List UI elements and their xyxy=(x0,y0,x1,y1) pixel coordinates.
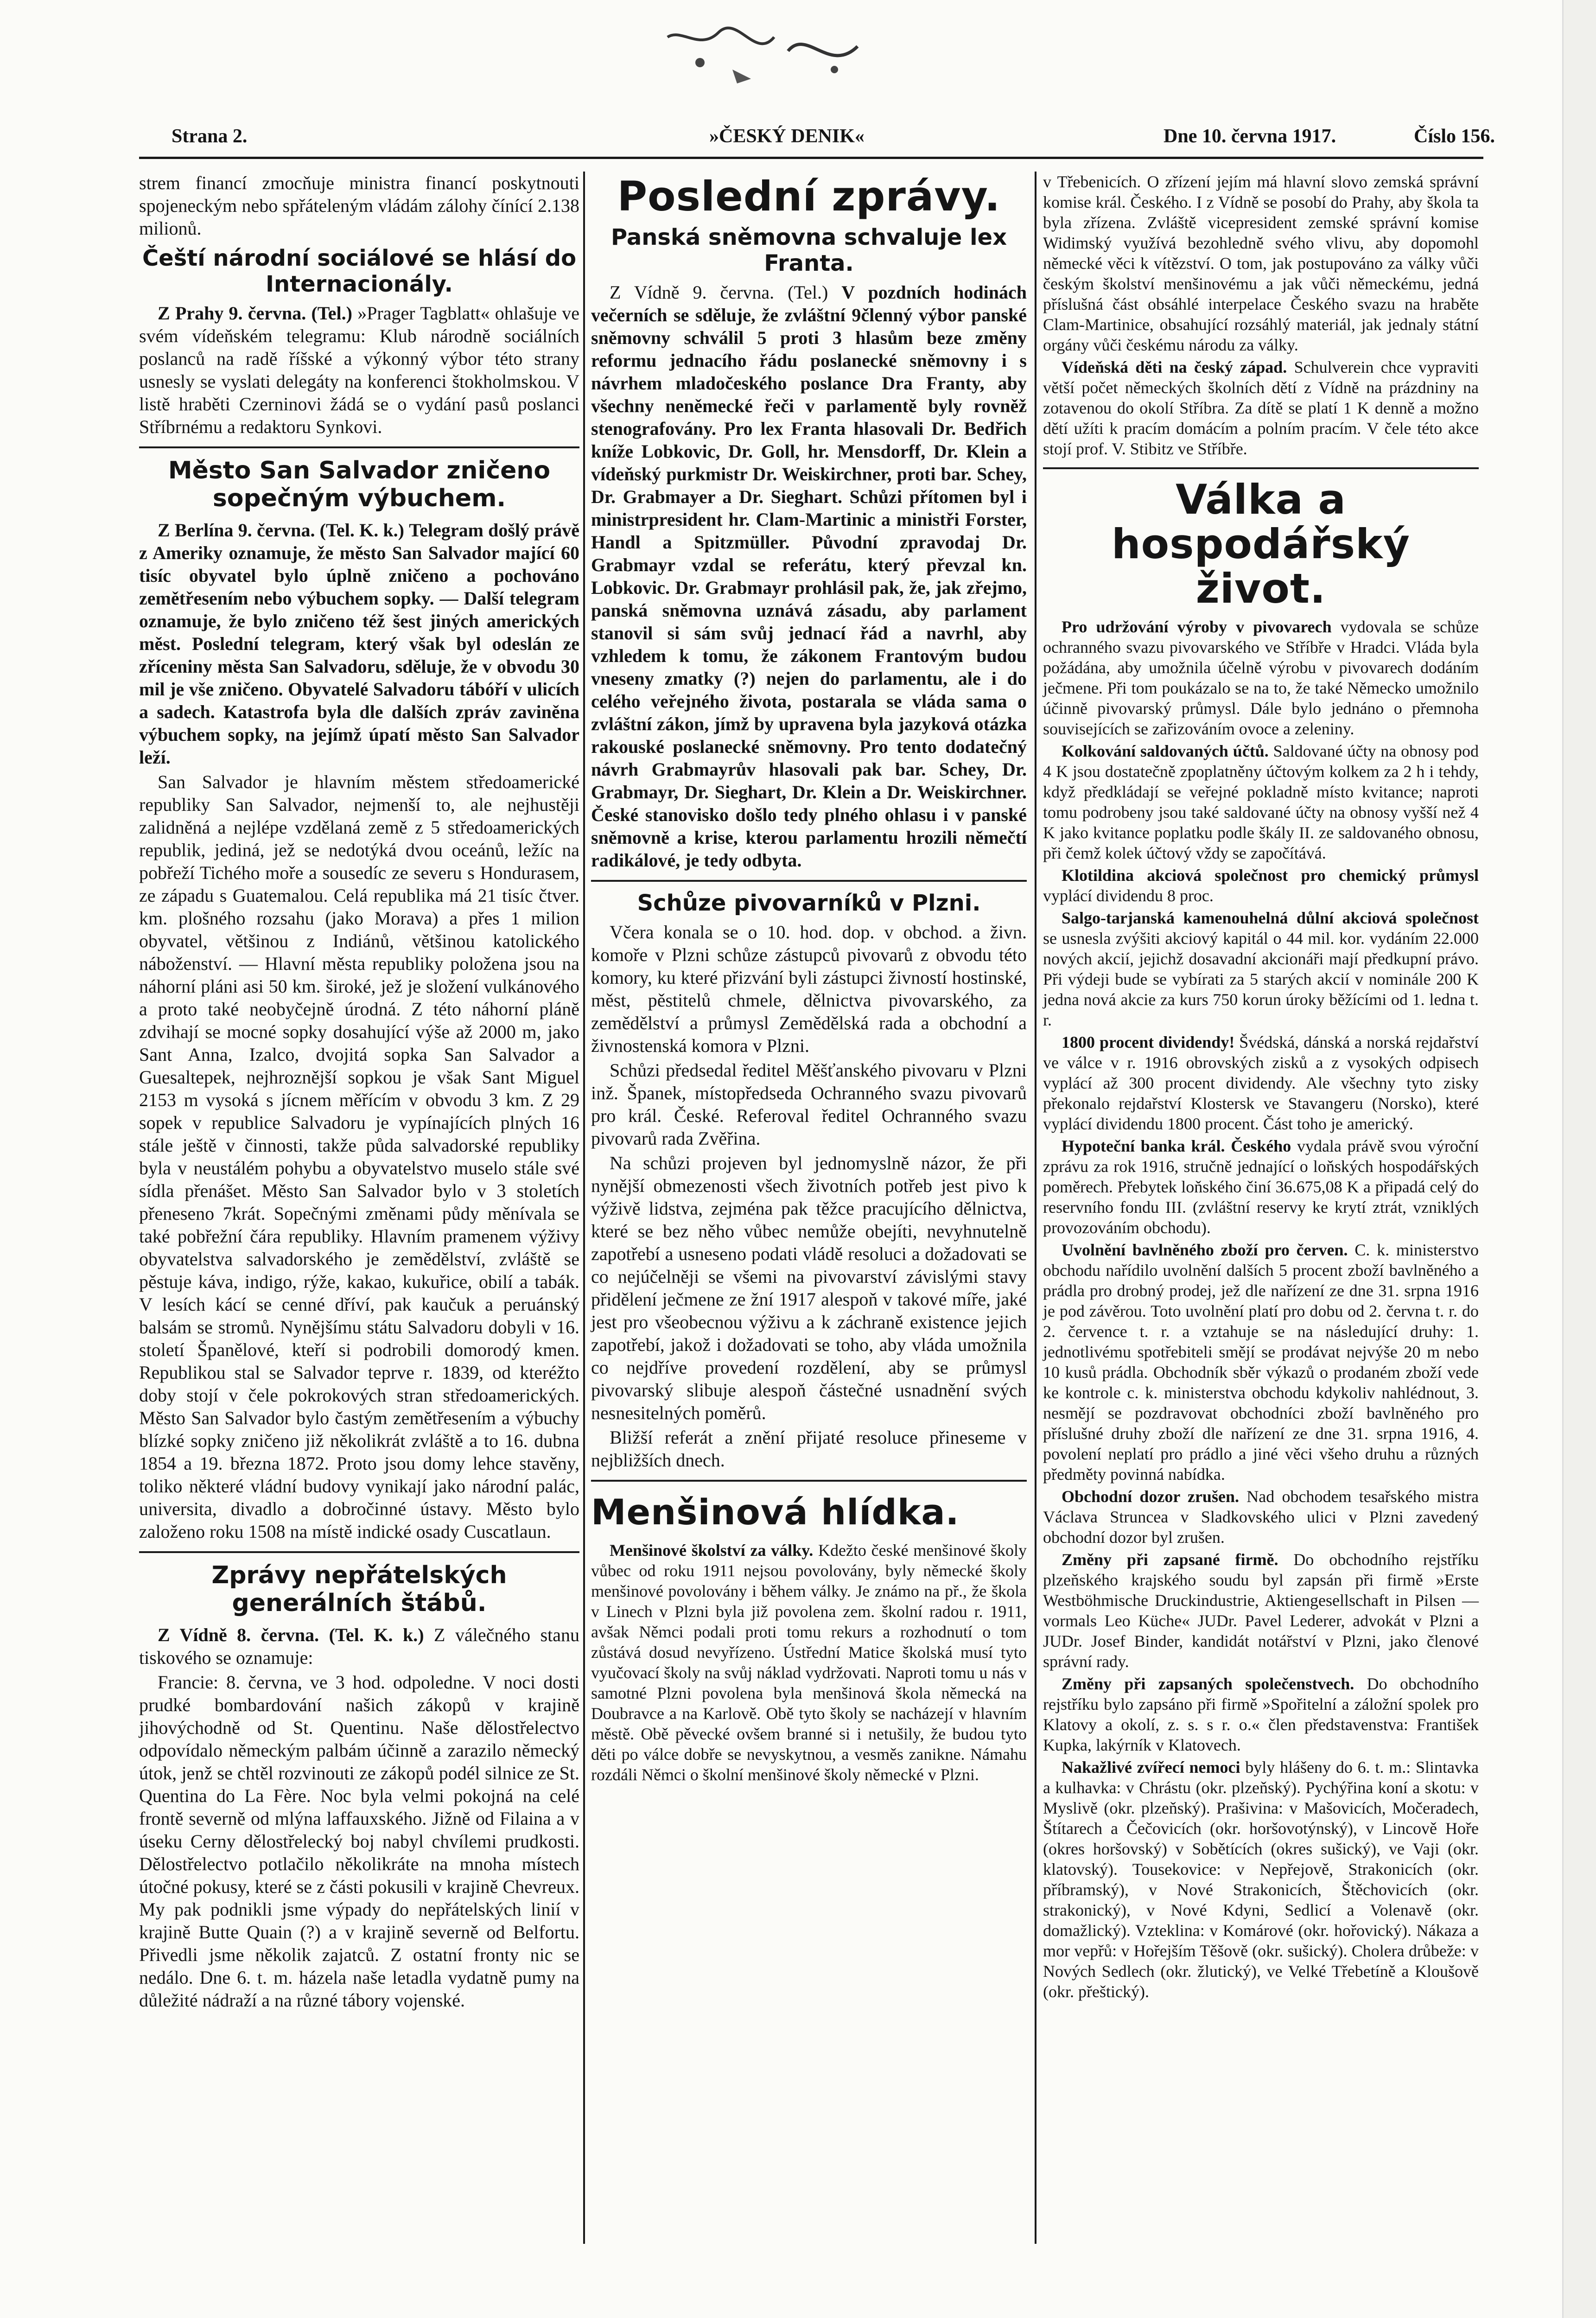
item-lead: Uvolnění bavlněného zboží pro červen. xyxy=(1062,1241,1348,1259)
item-lead: Změny při zapsaných společenstvech. xyxy=(1062,1675,1354,1693)
issue-number: Číslo 156. xyxy=(1414,126,1495,147)
item-text: Do obchodního rejstříku bylo zapsáno při firmě »Spořitelní a záložní spolek pro Klatovy a okolí, z. s. s r. o.« člen představenstva: František Kupka, lakýrník v Klatovech. xyxy=(1043,1675,1479,1754)
article-lead: Menšinové školství za války. xyxy=(610,1541,814,1560)
article-text: Kdežto české menšinové školy vůbec od roku 1911 nejsou povolovány, byly německé školy menšinové povolovány i během války. Je známo na př., že škola v Linech v Plzni byla již povolena zem. školní radou r. 1911, avšak Němci podali proti tomu rekurs a rozhodnutí o tom zůstává dosud nevyřízeno. Ústřední Matice školská musí tyto vyučovací školy na svůj náklad vydržovati. Naproti tomu u nás v samotné Plzni povolena byla menšinová škola německá na Doubravce a na Karlově. Obě tyto školy se nacházejí v hlavním městě. Obě pěvecké ovšem branné si i netušily, že budou tyto děti po válce dobře se nevyskytnou, a vesměs zanikne. Námahu rozdáli Němci o školní menšinové školy německé v Plzni. xyxy=(591,1541,1027,1784)
item-lead: Klotildina akciová společnost pro chemický průmysl xyxy=(1062,866,1479,885)
article-separator xyxy=(1043,467,1479,469)
article-text: Telegram došlý právě z Ameriky oznamuje, že město San Salvador mající 60 tisíc obyvatel bylo úplně zničeno a pochováno zemětřesením nebo výbuchem sopky. — Další telegram oznamuje, že bylo zničeno též šest jiných amerických měst. Poslední telegram, který však byl odeslán ze zříceniny města San Salvadoru, sděluje, že v obvodu 30 mil je vše zničeno. Obyvatelé Salvadoru tábóří v ulicích a sadech. Katastrofa byla dle dalších zpráv zaviněna výbuchem sopky, na jejímž úpatí město San Salvador leží. xyxy=(139,520,580,768)
dateline: Z Vídně 9. června. (Tel.) xyxy=(610,282,828,303)
item-lead: Salgo-tarjanská kamenouhelná důlní akciová společnost xyxy=(1062,909,1479,927)
item-lead: Změny při zapsané firmě. xyxy=(1062,1550,1278,1569)
newspaper-title: »ČESKÝ DENIK« xyxy=(709,126,865,147)
article-text: Schulverein chce vypraviti větší počet německých školních dětí z Vídně na prázdniny na zotavenou do okolí Stříbra. Za dítě se platí 1 K denně a možno dětí užíti k pracím domácím a polním pracím. V čele této akce stojí prof. V. Stibitz ve Stříbře. xyxy=(1043,358,1479,458)
article-text: Na schůzi projeven byl jednomyslně názor, že při nynější obmezenosti všech životních potřeb jest pivo k výživě lidstva, zejména pak těžce pracujícího dělnictva, které se bez něho vůbec nemůže obejíti, nevyhnutelně zapotřebí a usneseno podati vládě resoluci a dožadovati se co nejúčelněji se všemi na pivovarství závislými stavy přidělení ječmene ze žní 1917 alespoň v takové míře, jaké jest pro všeobecnou výživu a k záchraně existence jejich zapotřebí, jakož i dožadovati se toho, aby vláda umožnila co nejdříve provedení rozdělení, aby se průmysl pivovarský slibuje alespoň částečné usnadnění svých nesnesitelných poměrů. xyxy=(591,1153,1027,1423)
dateline: Z Berlína 9. června. (Tel. K. k.) xyxy=(158,520,404,541)
item-lead: Nakažlivé zvířecí nemoci xyxy=(1062,1758,1240,1777)
item-text: byly hlášeny do 6. t. m.: Slintavka a kulhavka: v Chrástu (okr. plzeňský). Pychýřina koní a skotu: v Myslivě (okr. plzeňský). Prašivina: v Mašovicích, Močeradech, Štítarech a Čečovicích (okr. horšovotýnský), v Lincově Hoře (okres horšovský) v Sobětících (okres sušický), ve Vaji (okr. klatovský). Tousekovice: v Nepřejově, Strakonicích (okr. příbramský), v Nové Strakonicích, Štěchovicích (okr. strakonický), v Nové Kdyni, Sedlicí a Volenavě (okr. domažlický). Vzteklina: v Komárové (okr. hořovický). Nákaza a mor vepřů: v Hořejším Těšově (okr. sušický). Cholera drůbeže: v Nových Sedlech (okr. žlutický), ve Velké Třebetíně a Kloušově (okr. přeštický). xyxy=(1043,1758,1479,2001)
article-headline: Zprávy nepřátelských generálních štábů. xyxy=(211,1561,507,1617)
item-lead: 1800 procent dividendy! xyxy=(1062,1033,1235,1051)
section-headline: Menšinová hlídka. xyxy=(591,1491,960,1533)
column-2 xyxy=(591,172,1027,1787)
article-separator xyxy=(591,880,1027,882)
section-headline: Válka a hospodářský život. xyxy=(1112,476,1410,612)
article-headline: Čeští národní sociálové se hlásí do Internacionály. xyxy=(142,245,577,297)
item-text: C. k. ministerstvo obchodu nařídilo uvolnění dalších 5 procent zboží bavlněného a prádla pro drobný prodej, jež dle nařízení ze dne 31. srpna 1916 je pod závěrou. Toto uvolnění platí pro dobu od 2. června t. r. do 2. července t. r. a vztahuje se na následující druhy: 1. jednotlivému spotřebiteli smějí se prodávat nejvýše 20 m nebo 10 kusů prádla. Obchodník sběr výkazů o prodaném zboží vede ke kontrole c. k. ministerstva obchodu kdykoliv nahlédnout, 3. nesmějí se pozdravovat obchodníci zboží bavlněného pro příslušné druhy zboží dle nařízení ze dne 31. srpna 1916, 4. povolení neplatí pro prádlo a jiné věci všeho druhu a různých předměty povinná nabídka. xyxy=(1043,1241,1479,1484)
dateline: Z Vídně 8. června. (Tel. K. k.) xyxy=(158,1624,424,1645)
item-text: vyplácí dividendu 8 proc. xyxy=(1043,886,1214,905)
page-number: Strana 2. xyxy=(172,126,248,147)
item-lead: Kolkování saldovaných účtů. xyxy=(1062,742,1269,760)
item-lead: Pro udržování výroby v pivovarech xyxy=(1062,618,1332,636)
article-headline: Schůze pivovarníků v Plzni. xyxy=(637,890,981,916)
column-divider xyxy=(583,172,585,2244)
issue-date: Dne 10. června 1917. xyxy=(1164,126,1336,147)
item-text: Švédská, dánská a norská rejdařství ve válce v r. 1916 obrovských zisků a z vysokých odpisech vyplácí až 300 procent dividendy. Ale všechny tyto zisky překonalo rejdařství Klostersk ve Stavangeru (Norsko), které vyplácí dividendu 1800 procent. Část toho je americký. xyxy=(1043,1033,1479,1133)
item-text: vydala právě svou výroční zprávu za rok 1916, stručně jednající o loňských hospodářských poměrech. Přebytek loňského činí 36.675,08 K a připadá celý do reservního fondu III. (zvláštní reservy ke krytí ztrát, vzniklých provozováním obchodu). xyxy=(1043,1137,1479,1237)
item-text: se usnesla zvýšiti akciový kapitál o 44 mil. kor. vydáním 22.000 nových akcií, jejichž dosavadní akcionáři mají předkupní právo. Při výdeji bude se vybírati za 5 starých akcií v nominále 200 K jedna nová akcie za kurs 750 korun úroky běžícími od 1. ledna t. r. xyxy=(1043,929,1479,1029)
article-lead: Vídeňská děti na český západ. xyxy=(1062,358,1287,376)
article-separator xyxy=(139,446,579,448)
page-edge xyxy=(1562,0,1596,2318)
article-text: v Třebenicích. O zřízení jejím má hlavní slovo zemská správní komise král. Českého. I z Vídně se posobí do Prahy, aby škola ta byla zřízena. Zvláště vicepresident zemské správní komise Widimský využívá bezohledně svého vlivu, aby dopomohl německé věci k vítězství. O tom, jak postupováno za války vůči českým školství menšinovému a jak vůči německému, jedná příslušná část obsáhlé interpelace Českého svazu na hraběte Clam-Martinice, obsahující rozsáhlý materiál, jak jednaly státní orgány vůči českému národu za války. xyxy=(1043,172,1479,354)
article-headline: Město San Salvador zničeno sopečným výbuchem. xyxy=(168,457,551,512)
column-divider xyxy=(1035,172,1036,2244)
article-text: Schůzi předsedal ředitel Měšťanského pivovaru v Plzni inž. Španek, místopředseda Ochranného svazu pivovarů pro král. České. Referoval ředitel Ochranného svazu pivovarů rada Zvěřina. xyxy=(591,1060,1027,1149)
article-text: »Prager Tagblatt« ohlašuje ve svém vídeňském telegramu: Klub národně sociálních poslanců na radě říšské a výkonný výbor této strany usnesly se vyslati delegáty na konferenci štokholmskou. V listě hraběti Czerninovi žádá se o vydání pasů poslanci Stříbrnému a redaktoru Synkovi. xyxy=(139,303,580,437)
article-text: Z válečného stanu tiskového se oznamuje: xyxy=(139,1624,580,1668)
item-text: vydovala se schůze ochranného svazu pivovarského ve Stříbře v Hradci. Vláda byla požádána, aby umožnila účelně výrobu v pivovarech dodáním ječmene. Při tom poukázalo se na to, že také Německo umožnilo účinně pivovarský průmysl. Dále bylo jednáno o přemnoha souvisejících se zařizováním ovoce a zeleniny. xyxy=(1043,618,1479,738)
ink-smudge-mark xyxy=(640,19,899,88)
item-lead: Hypoteční banka král. Českého xyxy=(1062,1137,1291,1155)
article-text: San Salvador je hlavním městem středoamerické republiky San Salvador, nejmenší to, ale nejhustěji zalidněná a nejlépe vzdělaná země z 5 středoamerických republik, jediná, jež se nedotýká dvou oceánů, ležíc na pobřeží Tichého moře a sousedíc ze severu s Hondurasem, ze západu s Guatemalou. Celá republika má 21 tisíc čtver. km. plošného rozsahu (jako Morava) a přes 1 milion obyvatel, většinou z Indiánů, většinou katolického náboženství. — Hlavní města republiky položena jsou na náhorní pláni asi 50 km. široké, jež je složení vulkánového a proto také neobyčejně úrodná. Z této náhorní pláně zdvihají se mocné sopky dosahující výše až 2000 m, jako Sant Anna, Izalco, dvojitá sopka San Salvador a Guesaltepek, nejhroznější sopkou je však Sant Miguel 2153 m vysoká s jícnem měřícím v obvodu 3 km. Z 29 sopek v republice Salvadoru je vypínajících plných 16 stále ještě v činnosti, takže půda salvadorské republiky byla v neustálém pohybu a obyvatelstvo muselo stále své sídla přenášet. Město San Salvador bylo v 3 stoletích přeneseno 7krát. Sopečnými změnami půdy měnívala se také pobřežní čára republiky. Hlavním pramenem výživy obyvatelstva salvadorského je zemědělství, zvláště se pěstuje káva, indigo, rýže, kakao, kukuřice, obilí a tabák. V lesích kácí se cenné dříví, pak kaučuk a peruánský balsám se stromů. Nynějšímu státu Salvadoru dobyli v 16. století Španělové, kteří si podrobili domorodý kmen. Republikou stal se Salvador teprve r. 1839, od kteréžto doby stojí v čele pokrokových stran středoamerických. Město San Salvador bylo častým zemětřesením a výbuchy blízké sopky zničeno již několikrát zvláště a to 16. dubna 1854 a 19. března 1872. Proto jsou domy lehce stavěny, toliko některé vládní budovy vynikají jako národní palác, universita, divadlo a dobročinné ústavy. Město bylo založeno roku 1508 na místě indické osady Cuscatlaun. xyxy=(139,771,579,1542)
article-headline: Panská sněmovna schvaluje lex Franta. xyxy=(610,224,1007,276)
article-text: Bližší referát a znění přijaté resoluce přineseme v nejbližších dnech. xyxy=(591,1427,1027,1471)
article-text: V pozdních hodinách večerních se sděluje, že zvláštní 9členný výbor panské sněmovny schválil 5 proti 3 hlasům beze změny reformu jednacího řádu poslanecké sněmovny i s návrhem mladočeského poslance Dra Franty, aby všechny neněmecké řeči v parlamentě byly rovněž stenografovány. Pro lex Franta hlasovali Dr. Bedřich kníže Lobkovic, Dr. Goll, hr. Mensdorff, Dr. Klein a vídeňský purkmistr Dr. Weiskirchner, proti bar. Schey, Dr. Grabmayer a Dr. Sieghart. Schůzi přítomen byl i ministrpresident hr. Clam-Martinic a ministři Forster, Handl a Spitzmüller. Původní zpravodaj Dr. Grabmayr vzdal se referátu, který převzal kn. Lobkovic. Dr. Grabmayr prohlásil pak, že, jak zřejmo, panská sněmovna uznává zásadu, aby parlament stanovil si sám svůj jednací řád a navrhl, aby vzhledem k tomu, že zákonem Frantovým budou vneseny zmatky (?) nejen do parlamentu, ale i do celého veřejného života, postarala se vláda sama o zvláštní zákon, jímž by upravena byla jazyková otázka rakouské poslanecké sněmovny. Pro tento dodatečný návrh Grabmayrův hlasovali pak bar. Schey, Dr. Grabmayr, Dr. Sieghart, Dr. Klein a Dr. Weiskirchner. České stanovisko došlo tedy plného ohlasu i v panské sněmovně a krise, kterou parlamentu hrozili němečtí radikálové, je tedy odbyta. xyxy=(591,282,1027,871)
article-separator xyxy=(139,1551,579,1553)
header-rule xyxy=(139,157,1483,159)
page-header xyxy=(172,125,1495,153)
article-text: Francie: 8. června, ve 3 hod. odpoledne. V noci dosti prudké bombardování našich zákopů v krajině jihovýchodně od St. Quentinu. Naše dělostřelectvo odpovídalo německým palbám účinně a zarazilo německý útok, jenž se chtěl rozvinouti ze zákopů podél silnice ze St. Quentina do La Fère. Noc byla velmi pokojná na celé frontě severně od mlýna laffauxského. Jižně od Filaina a v úseku Cerny dělostřelecký boj nabyl chvílemi prudkosti. Dělostřelectvo potlačilo několikráte na mnoha místech útočné pokusy, které se z části pokusili v krajině Chevreux. My pak podnikli jsme výpady do nepřátelských linií v krajině Butte Quain (?) a v krajině severně od Belfortu. Přivedli jsme několik zajatců. Z ostatní fronty nic se nedálo. Dne 6. t. m. házela naše letadla vydatně pumy na důležité nádraží a na různé tábory vojenské. xyxy=(139,1672,579,2011)
item-text: Saldované účty na obnosy pod 4 K jsou dostatečně zpoplatněny účtovým kolkem za 2 h i tehdy, když předkládají se veřejné pokladně místo kvitance; naproti tomu podrobeny jsou také saldované účty na obnosy vyšší než 4 K jako kvitance poplatku podle škály II. ze saldovaného obnosu, při čemž kolek účtový vždy se započítává. xyxy=(1043,742,1479,862)
article-separator xyxy=(591,1480,1027,1482)
column-3 xyxy=(1043,172,1479,2004)
section-headline: Poslední zprávy. xyxy=(617,172,1001,220)
column-1 xyxy=(139,172,579,2013)
item-lead: Obchodní dozor zrušen. xyxy=(1062,1487,1239,1506)
article-text: strem financí zmocňuje ministra financí poskytnouti spojeneckým nebo spřáteleným vládám zálohy čínící 2.138 milionů. xyxy=(139,172,579,239)
item-text: Do obchodního rejstříku plzeňského krajského soudu byl zapsán při firmě »Erste Westböhmische Druckindustrie, Aktiengesellschaft in Pilsen — vormals Leo Küche« JUDr. Pavel Lederer, advokát v Plzni a JUDr. Josef Binder, kandidát notářství v Plzni, jako členové správní rady. xyxy=(1043,1550,1479,1671)
item-text: Nad obchodem tesařského mistra Václava Struncea v Sladkovského ulici v Plzni zavedený obchodní dozor byl zrušen. xyxy=(1043,1487,1479,1547)
dateline: Z Prahy 9. června. (Tel.) xyxy=(158,303,352,324)
article-text: Včera konala se o 10. hod. dop. v obchod. a živn. komoře v Plzni schůze zástupců pivovarů z obvodu této komory, ku které přizvání byli zástupci živností hostinské, měst, pěstitelů chmele, dělnictva pivovarského, za zemědělství a průmysl Zemědělská rada a obchodní a živnostenská komora v Plzni. xyxy=(591,922,1027,1056)
